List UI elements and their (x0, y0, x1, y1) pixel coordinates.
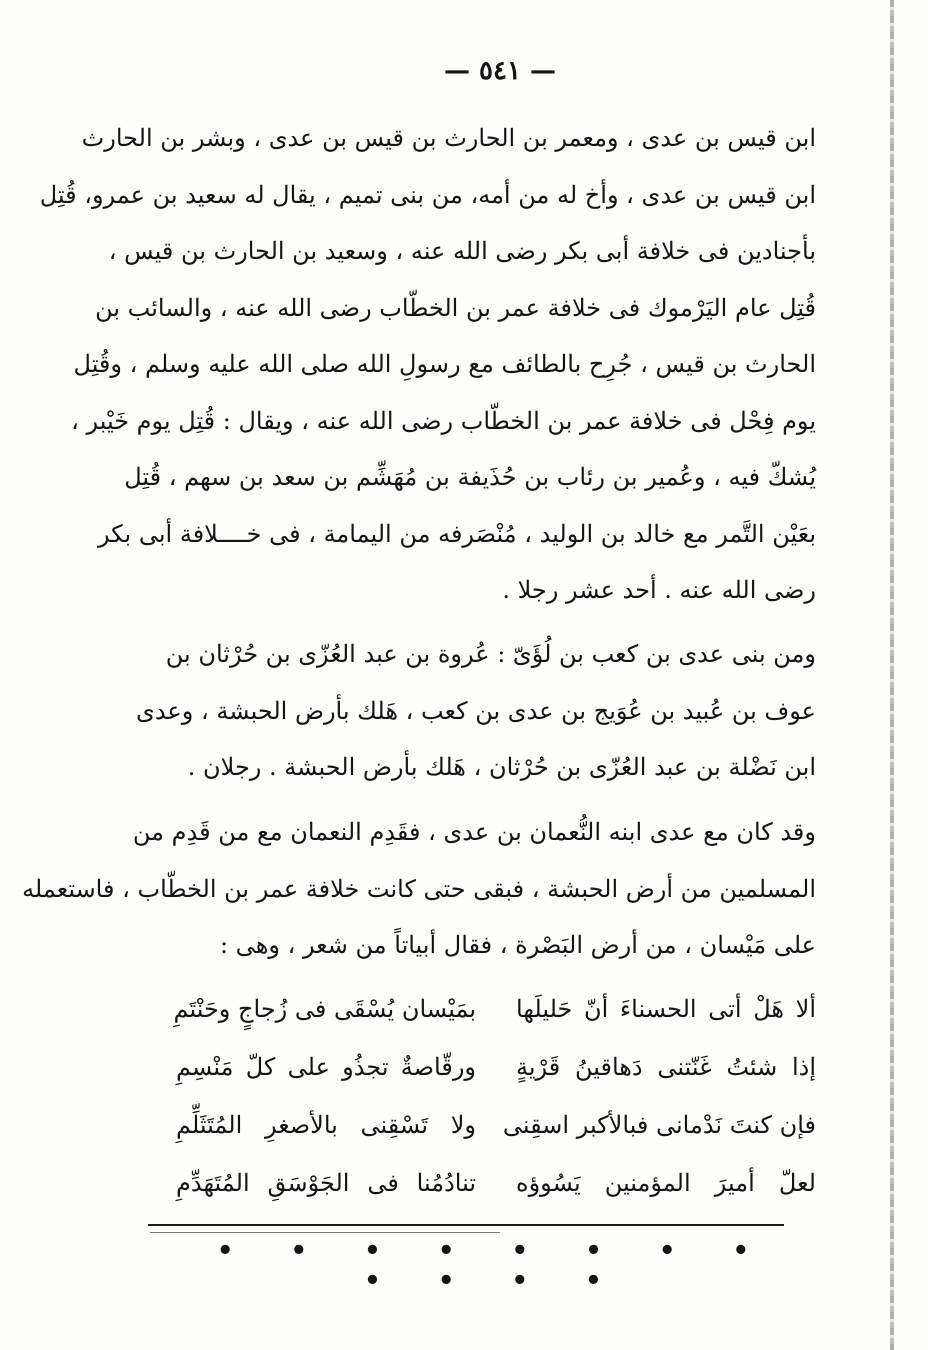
text-line: ابن نَضْلة بن عبد العُزّى بن حُرْثان ، هَلك بأرض الحبشة . رجلان . (187, 753, 816, 781)
paragraph-3 (22, 804, 816, 974)
footer-rule-secondary (150, 1232, 500, 1233)
text-line: ابن قيس بن عدى ، وأخ له من أمه، من بنى تميم ، يقال له سعيد بن عمرو، قُتِل (39, 180, 816, 209)
text-line: على مَيْسان ، من أرض البَصْرة ، فقال أبياتاً من شعر ، وهى : (219, 931, 816, 959)
footer-dots: • • • • • • • • • • • • (216, 1236, 774, 1296)
poem-verse (176, 1154, 816, 1212)
verse-second-hemistich: بمَيْسان يُسْقَى فى زُجاجٍ وحَنْتَمِ (173, 995, 476, 1023)
footer-rule (148, 1224, 784, 1226)
paragraph-1 (39, 110, 816, 619)
text-line: ابن قيس بن عدى ، ومعمر بن الحارث بن قيس بن عدى ، وبشر بن الحارث (81, 124, 816, 152)
poem-verse (173, 980, 816, 1038)
text-line: المسلمين من أرض الحبشة ، فبقى حتى كانت خلافة عمر بن الخطّاب ، فاستعمله (22, 874, 816, 903)
text-line: رضى الله عنه . أحد عشر رجلا . (502, 576, 816, 604)
scan-edge-shadow (890, 0, 894, 1350)
page-number: — ٥٤١ — (443, 56, 557, 86)
text-line: الحارث بن قيس ، جُرِح بالطائف مع رسولِ الله صلى الله عليه وسلم ، وقُتِل (73, 350, 816, 378)
verse-second-hemistich: تنادُمُنا فى الجَوْسَقِ المُتَهَدِّمِ (176, 1169, 476, 1197)
text-line: ومن بنى عدى بن كعب بن لُؤَىّ : عُروة بن عبد العُزّى بن حُرْثان بن (165, 640, 816, 668)
verse-second-hemistich: ولا تَسْقِنى بالأصغرِ المُتَثَلِّمِ (176, 1111, 476, 1139)
text-line: وقد كان مع عدى ابنه النُّعمان بن عدى ، فقَدِم النعمان مع من قَدِم من (132, 818, 816, 846)
text-line: قُتِل عام اليَرْموك فى خلافة عمر بن الخطّاب رضى الله عنه ، والسائب بن (95, 293, 816, 322)
text-line: يُشكّ فيه ، وعُمير بن رئاب بن حُذَيفة بن مُهَشِّم بن سعد بن سهم ، قُتِل (124, 463, 816, 491)
text-line: بعَيْن التَّمر مع خالد بن الوليد ، مُنْصَرفه من اليمامة ، فى خــــلافة أبى بكر (98, 519, 816, 548)
verse-second-hemistich: ورقّاصةٌ تجذُو على كلّ مَنْسِمِ (176, 1053, 476, 1081)
verse-first-hemistich: لعلّ أميرَ المؤمنين يَسُوؤه (516, 1169, 816, 1197)
verse-first-hemistich: فإن كنتَ نَدْمانى فبالأكبر اسقِنى (502, 1111, 816, 1139)
text-line: يوم فِحْل فى خلافة عمر بن الخطّاب رضى الله عنه ، ويقال : قُتِل يوم خَيْبر ، (71, 406, 816, 435)
poem-verse (176, 1096, 816, 1154)
verse-first-hemistich: ألا هَلْ أتى الحسناءَ أنّ حَليلَها (516, 995, 816, 1023)
poem-verse (176, 1038, 816, 1096)
text-line: عوف بن عُبيد بن عُوَيج بن عدى بن كعب ، هَلك بأرض الحبشة ، وعدى (136, 696, 816, 725)
poem (173, 980, 816, 1212)
paragraph-2 (136, 626, 816, 796)
text-line: بأجنادين فى خلافة أبى بكر رضى الله عنه ، وسعيد بن الحارث بن قيس ، (108, 237, 816, 265)
verse-first-hemistich: إذا شئتُ غَنّتنى دَهاقينُ قَرْيةٍ (516, 1053, 816, 1081)
